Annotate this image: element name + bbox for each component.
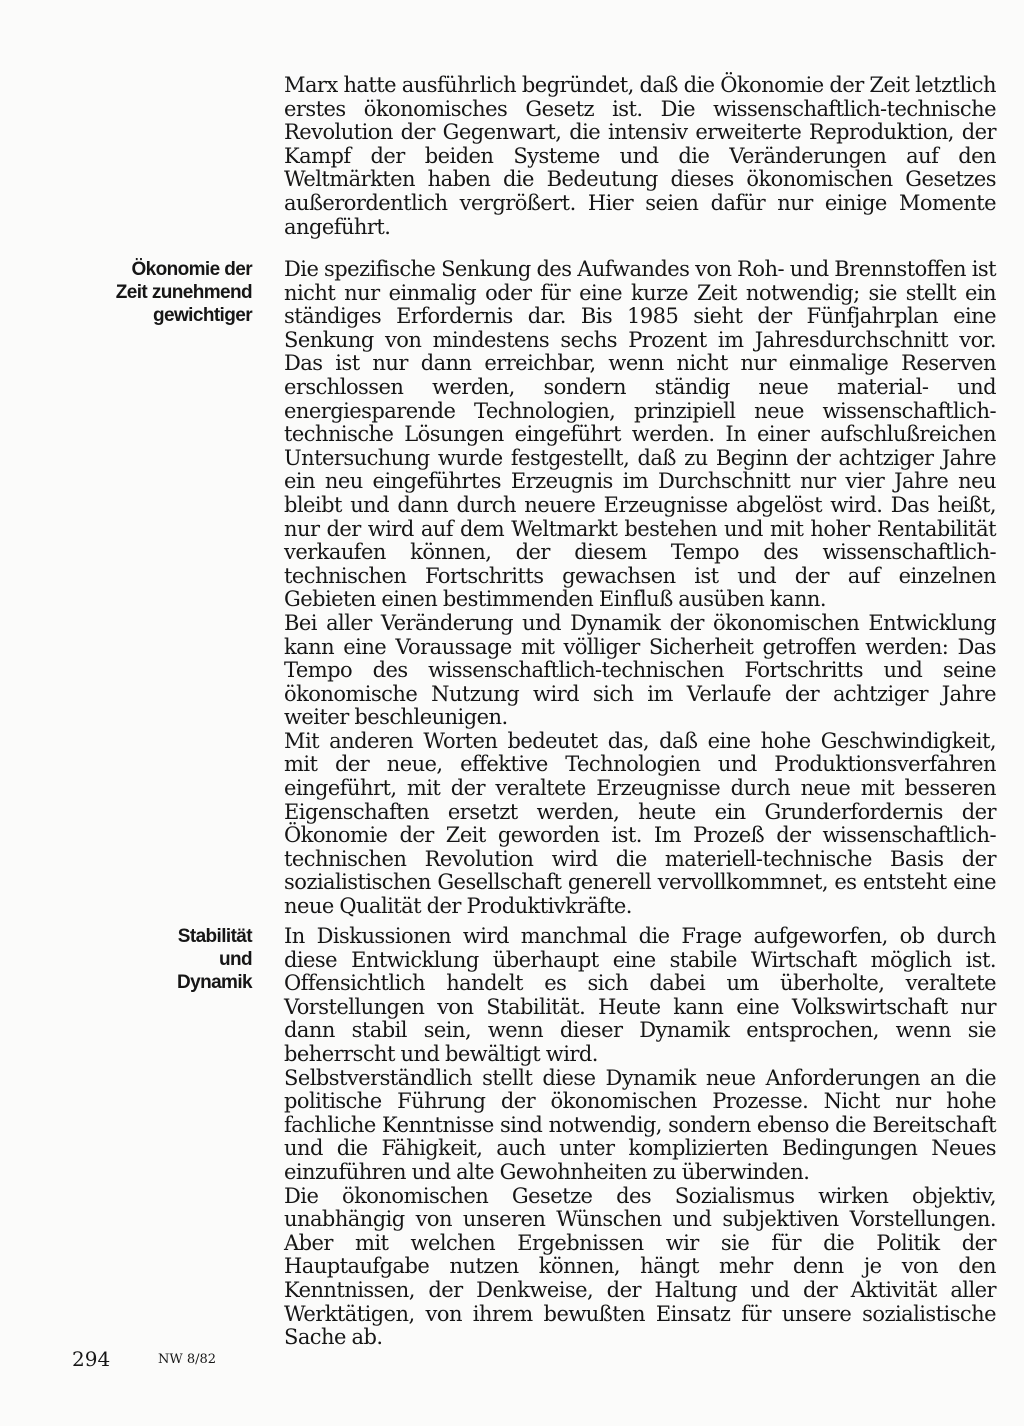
- body-paragraph: Die spezifische Senkung des Aufwandes von Roh- und Brennstoffen ist nicht nur einmalig oder für eine kurze Zeit notwendig; sie stellt ein ständiges Erfordernis dar. Bis 1985 sieht der Fünfjahrplan eine Senkung von mindestens sechs Prozent im Jahresdurchschnitt vor. Das ist nur dann erreichbar, wenn nicht nur einmalige Reserven erschlossen werden, sondern ständig neue material- und energiesparende Technologien, prinzipiell neue wissenschaftlich-technische Lösungen eingeführt werden. In einer aufschlußreichen Untersuchung wurde festgestellt, daß zu Beginn der achtziger Jahre ein neu eingeführtes Erzeugnis im Durchschnitt nur vier Jahre neu bleibt und dann durch neuere Erzeugnisse abgelöst wird. Das heißt, nur der wird auf dem Weltmarkt bestehen und mit hoher Rentabilität verkaufen können, der diesem Tempo des wissenschaftlich-technischen Fortschritts gewachsen ist und der auf einzelnen Gebieten einen bestimmenden Einfluß ausüben kann.: [284, 257, 996, 612]
- section1-text-column: [284, 258, 996, 919]
- side-heading-line: und: [218, 949, 252, 970]
- body-paragraph: Bei aller Veränderung und Dynamik der ökonomischen Entwicklung kann eine Voraussage mit völliger Sicherheit getroffen werden: Das Tempo des wissenschaftlich-technischen Fortschritts und seine ökonomische Nutzung wird sich im Verlaufe der achtziger Jahre weiter beschleunigen.: [284, 610, 996, 730]
- body-paragraph: Mit anderen Worten bedeutet das, daß eine hohe Geschwindigkeit, mit der neue, effektive Technologien und Produktionsverfahren eingeführt, mit der veraltete Erzeugnisse durch neue mit besseren Eigenschaften ersetzt werden, heute ein Grunderfordernis der Ökonomie der Zeit geworden ist. Im Prozeß der wissenschaftlich-technischen Revolution wird die materiell-technische Basis der sozialistischen Gesellschaft generell vervollkommnet, es entsteht eine neue Qualität der Produktivkräfte.: [284, 728, 996, 919]
- side-heading-line: gewichtiger: [153, 305, 252, 326]
- body-paragraph: Selbstverständlich stellt diese Dynamik neue Anforderungen an die politische Führung der ökonomischen Prozesse. Nicht nur hohe fachliche Kenntnisse sind notwendig, sondern ebenso die Bereitschaft und die Fähigkeit, auch unter komplizierten Bedingungen Neues einzuführen und alte Gewohnheiten zu überwinden.: [284, 1065, 996, 1184]
- side-heading-stabilitaet-und-dynamik: [90, 925, 252, 994]
- section2-text-column: [284, 925, 996, 1350]
- side-heading-line: Zeit zunehmend: [115, 282, 252, 303]
- body-paragraph: In Diskussionen wird manchmal die Frage aufgeworfen, ob durch diese Entwicklung überhaupt eine stabile Wirtschaft möglich ist. Offensichtlich handelt es sich dabei um überholte, veraltete Vorstellungen von Stabilität. Heute kann eine Volkswirtschaft nur dann stabil sein, wenn dieser Dynamik entsprochen, wenn sie beherrscht und bewältigt wird.: [284, 924, 996, 1066]
- intro-text-column: [284, 74, 996, 239]
- side-heading-line: Ökonomie der: [131, 259, 252, 280]
- body-paragraph: Die ökonomischen Gesetze des Sozialismus wirken objektiv, unabhängig von unseren Wünschen und subjektiven Vorstellungen. Aber mit welchen Ergebnissen wir sie für die Politik der Hauptaufgabe nutzen können, hängt mehr denn je von den Kenntnissen, der Denkweise, der Haltung und der Aktivität aller Werktätigen, von ihrem bewußten Einsatz für unsere sozialistische Sache ab.: [284, 1183, 996, 1350]
- page-number: 294: [72, 1347, 111, 1371]
- side-heading-oekonomie-der-zeit: [90, 258, 252, 327]
- page-footer: [0, 1347, 1024, 1371]
- intro-paragraph: Marx hatte ausführlich begründet, daß die Ökonomie der Zeit letztlich erstes ökonomisches Gesetz ist. Die wissenschaftlich-technische Revolution der Gegenwart, die intensiv erweiterte Reproduktion, der Kampf der beiden Systeme und die Veränderungen auf den Weltmärkten haben die Bedeutung dieses ökonomischen Gesetzes außerordentlich vergrößert. Hier seien dafür nur einige Momente angeführt.: [284, 73, 996, 239]
- side-heading-line: Stabilität: [177, 926, 252, 947]
- side-heading-line: Dynamik: [176, 972, 252, 993]
- journal-reference: NW 8/82: [158, 1352, 217, 1367]
